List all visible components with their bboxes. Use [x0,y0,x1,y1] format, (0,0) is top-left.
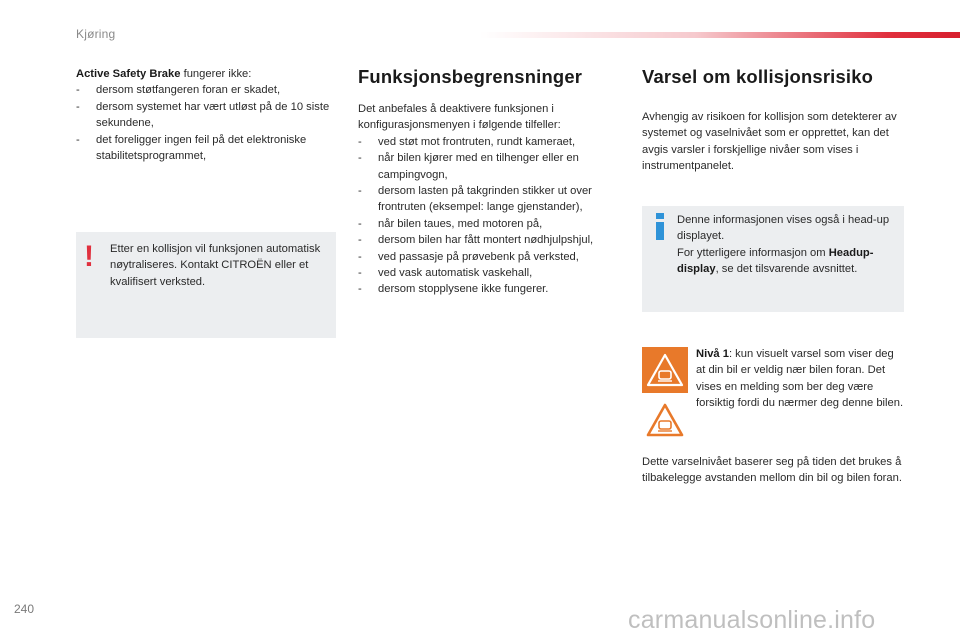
warning-text: Etter en kollisjon vil funksjonen automatisk nøytraliseres. Kontakt CITROËN eller et kvalifisert verksted. [110,243,321,288]
list-item: - dersom systemet har vært utløst på de 10 siste sekundene, [76,99,338,132]
info-text [677,212,902,278]
info-line-2-pre: For ytterligere informasjon om [677,246,829,259]
warning-box [76,232,336,338]
level-label: Nivå 1 [696,348,729,360]
info-line-2-post: , se det tilsvarende avsnittet. [715,263,858,276]
list-item: - ved støt mot frontruten, rundt kameraet, [358,134,626,150]
info-icon [650,212,670,242]
level-1-description [696,346,906,412]
intro-rest: fungerer ikke: [180,68,252,80]
collision-alert-filled-icon [642,347,688,393]
intro-paragraph [76,66,338,82]
exclamation-icon: ! [84,240,94,273]
level-text: : kun visuelt varsel som viser deg at din bil er veldig nær bilen foran. Det vises en melding som ber deg være forsiktig fordi du nærmer deg denne bilen. [696,348,904,410]
column-active-safety-brake [76,66,338,164]
collision-warning-intro: Avhengig av risikoen for kollisjon som detekterer av systemet og vaselnivået som er opprettet, kan det avgis varsler i forskjellige nivåer som vises i instrumentpanelet. [642,111,897,173]
limitations-title: Funksjonsbegrensninger [358,66,583,87]
condition-list [76,82,338,164]
section-label: Kjøring [76,27,116,41]
watermark: carmanualsonline.info [628,606,876,634]
list-item: - ved vask automatisk vaskehall, [358,265,626,281]
info-line-2-bold: Headup-display [677,246,874,276]
column-collision-warning [642,66,904,175]
collision-alert-outline-icon [645,402,685,438]
limitations-list [358,134,626,298]
info-line-2 [677,245,902,278]
page-number: 240 [14,602,35,616]
list-item: - det foreligger ingen feil på det elektroniske stabilitetsprogrammet, [76,132,338,165]
level-basis-paragraph: Dette varselnivået baserer seg på tiden det brukes å tilbakelegge avstanden mellom din bil og bilen foran. [642,456,902,485]
list-item: - dersom støtfangeren foran er skadet, [76,82,338,98]
list-item: - ved passasje på prøvebenk på verksted, [358,249,626,265]
list-item: - når bilen kjører med en tilhenger eller en campingvogn, [358,150,626,183]
info-box [642,206,904,312]
limitations-intro: Det anbefales å deaktivere funksjonen i konfigurasjonsmenyen i følgende tilfeller: [358,103,561,132]
collision-warning-title: Varsel om kollisjonsrisiko [642,66,874,87]
list-item: - når bilen taues, med motoren på, [358,216,626,232]
list-item: - dersom stopplysene ikke fungerer. [358,281,626,297]
info-line-1: Denne informasjonen vises også i head-up displayet. [677,214,890,243]
intro-bold: Active Safety Brake [76,68,181,80]
column-limitations [358,66,626,298]
list-item: - dersom bilen har fått montert nødhjulpshjul, [358,232,626,248]
header-accent-bar [480,32,960,38]
list-item: - dersom lasten på takgrinden stikker ut over frontruten (eksempel: lange gjenstander), [358,183,626,216]
